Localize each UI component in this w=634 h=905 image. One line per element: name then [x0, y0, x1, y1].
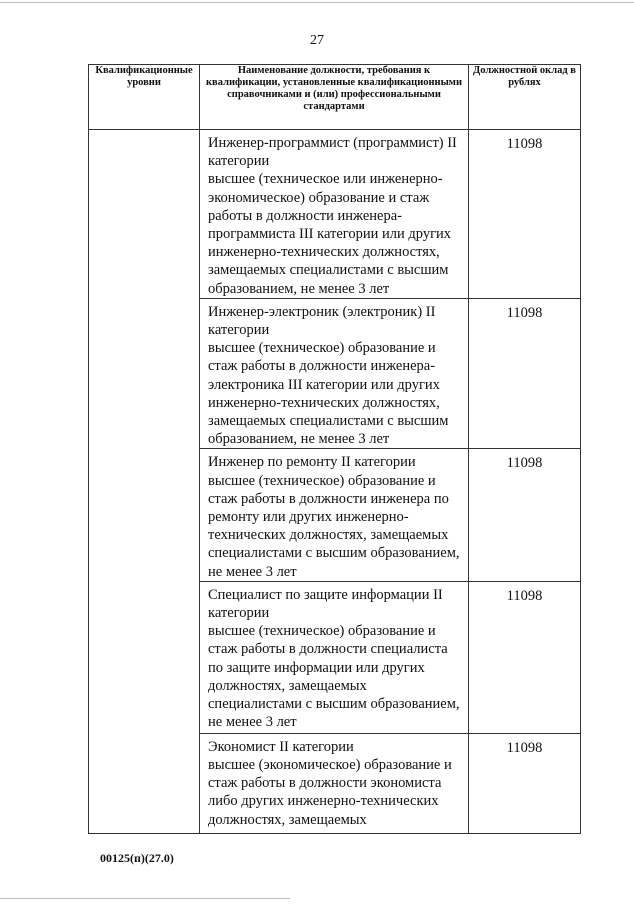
salary-value: 11098 — [506, 304, 543, 321]
position-description: Инженер-программист (программист) II категории высшее (техническое или инженерно-экономическое) образование и стаж работы в должности инженера-программиста III категории или других инженерно-технических должностях, замещаемых специалистами с высшим образованием, не менее 3 лет — [208, 135, 457, 297]
position-description-cell — [200, 298, 469, 449]
position-description: Инженер-электроник (электроник) II категории высшее (техническое) образование и стаж работы в должности инженера-электроника III категории или других инженерно-технических должностях, замещаемых специалистами с высшим образованием, не менее 3 лет — [208, 303, 449, 448]
page-number: 27 — [310, 33, 324, 48]
salary-cell — [469, 130, 581, 299]
salary-value: 11098 — [506, 587, 543, 604]
salary-value: 11098 — [506, 739, 543, 756]
position-description-cell — [200, 130, 469, 299]
position-description-cell — [200, 581, 469, 733]
header-qualification-levels: Квалификационные уровни — [89, 65, 200, 130]
document-code: 00125(п)(27.0) — [100, 851, 174, 865]
table-row — [89, 130, 581, 299]
salary-cell — [469, 298, 581, 449]
table-header-row — [89, 65, 581, 130]
qualification-table — [88, 64, 581, 834]
position-description-cell — [200, 733, 469, 833]
salary-cell — [469, 581, 581, 733]
header-salary: Должностной оклад в рублях — [469, 65, 581, 130]
position-description-cell — [200, 449, 469, 581]
salary-value: 11098 — [506, 136, 543, 152]
position-description: Специалист по защите информации II категории высшее (техническое) образование и стаж работы в должности специалиста по защите информации или других должностях, замещаемых специалистами с высшим образованием, не менее 3 лет — [208, 586, 460, 731]
salary-value: 11098 — [506, 455, 543, 472]
salary-cell — [469, 449, 581, 581]
salary-cell — [469, 733, 581, 833]
position-description: Экономист II категории высшее (экономическое) образование и стаж работы в должности экономиста либо других инженерно-технических должностях, замещаемых — [208, 738, 452, 828]
header-position-requirements: Наименование должности, требования к квалификации, установленные квалификационными справочниками и (или) профессиональными стандартами — [200, 65, 469, 130]
position-description: Инженер по ремонту II категории высшее (техническое) образование и стаж работы в должности инженера по ремонту или других инженерно-технических должностях, замещаемых специалистами с высшим образованием, не менее 3 лет — [208, 454, 460, 580]
qualification-level-cell — [89, 130, 200, 834]
scan-line-bottom — [0, 898, 290, 899]
scan-line-top — [0, 2, 634, 3]
